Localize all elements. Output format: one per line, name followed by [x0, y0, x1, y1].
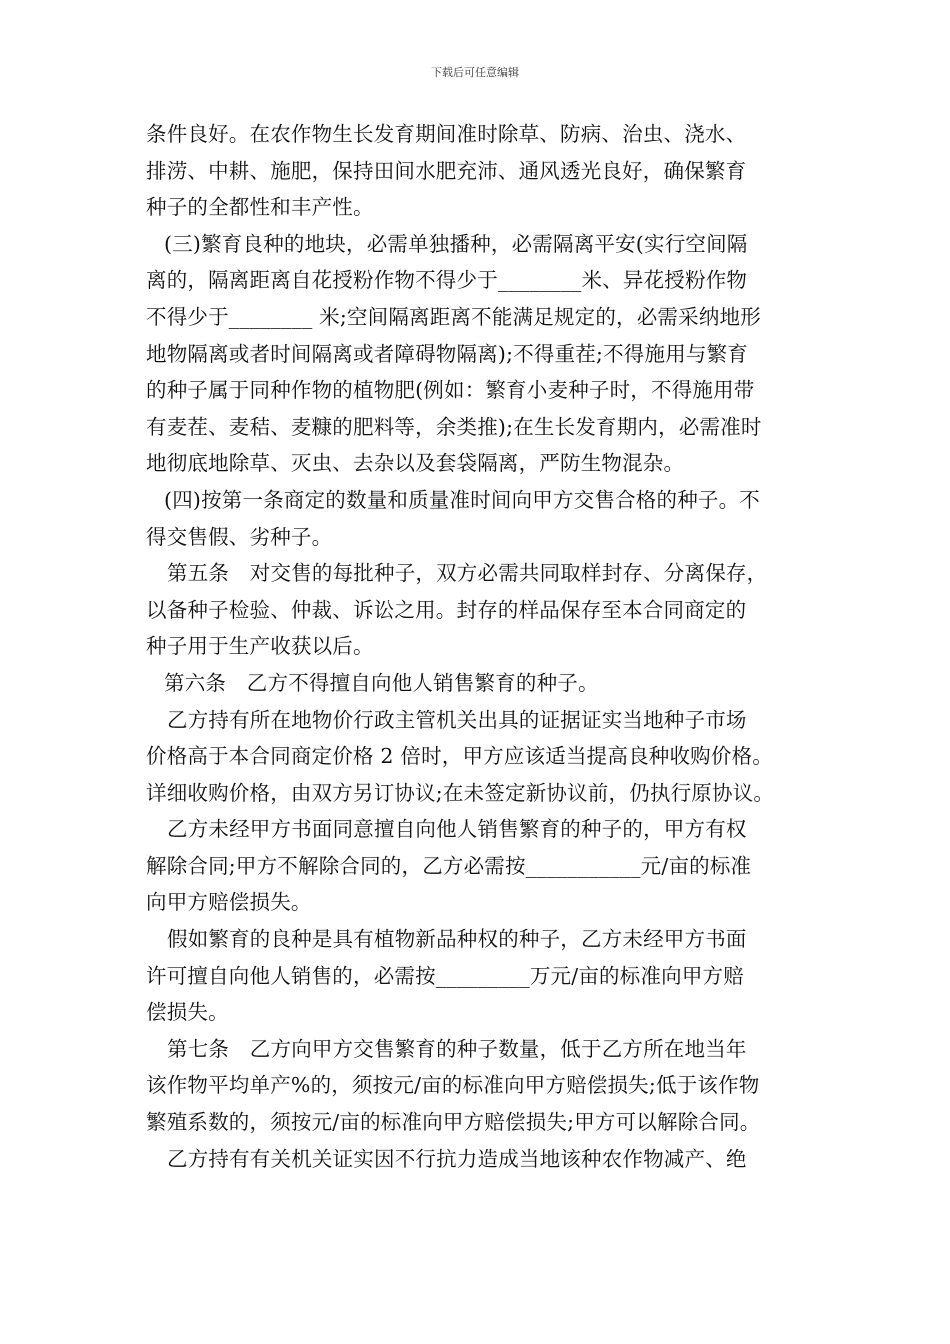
paragraph-line: 详细收购价格，由双方另订协议;在未签定新协议前，仍执行原协议。: [146, 780, 775, 805]
paragraph-line: 得交售假、劣种子。: [146, 524, 333, 549]
paragraph-line: 种子的全都性和丰产性。: [146, 195, 374, 220]
paragraph-line: 不得少于________ 米;空间隔离距离不能满足规定的，必需采纳地形: [146, 304, 761, 329]
paragraph-line: 以备种子检验、仲裁、诉讼之用。封存的样品保存至本合同商定的: [146, 597, 747, 622]
paragraph-line: 第五条 对交售的每批种子，双方必需共同取样封存、分离保存，: [167, 561, 768, 586]
paragraph-line: 乙方持有有关机关证实因不行抗力造成当地该种农作物减产、绝: [167, 1146, 747, 1171]
paragraph-line: (四)按第一条商定的数量和质量准时间向甲方交售合格的种子。不: [164, 487, 760, 512]
paragraph-line: 的种子属于同种作物的植物肥(例如：繁育小麦种子时，不得施用带: [146, 378, 755, 403]
paragraph-line: 种子用于生产收获以后。: [146, 634, 374, 659]
page-header: 下载后可任意编辑: [431, 66, 519, 79]
paragraph-line: 第六条 乙方不得擅自向他人销售繁育的种子。: [164, 670, 599, 695]
paragraph-line: 许可擅自向他人销售的，必需按_________万元/亩的标准向甲方赔: [146, 963, 744, 988]
paragraph-line: 价格高于本合同商定价格 2 倍时，甲方应该适当提高良种收购价格。: [146, 744, 773, 769]
paragraph-line: (三)繁育良种的地块，必需单独播种，必需隔离平安(实行空间隔: [164, 231, 748, 256]
paragraph-line: 假如繁育的良种是具有植物新品种权的种子，乙方未经甲方书面: [167, 927, 747, 952]
paragraph-line: 偿损失。: [146, 1000, 229, 1025]
paragraph-line: 有麦茬、麦秸、麦糠的肥料等，余类推);在生长发育期内，必需准时: [146, 414, 762, 439]
paragraph-line: 条件良好。在农作物生长发育期间准时除草、防病、治虫、浇水、: [146, 122, 747, 146]
paragraph-line: 地物隔离或者时间隔离或者障碍物隔离);不得重茬;不得施用与繁育: [146, 341, 749, 366]
paragraph-line: 离的，隔离距离自花授粉作物不得少于________米、异花授粉作物: [146, 268, 748, 293]
paragraph-line: 向甲方赔偿损失。: [146, 890, 312, 915]
paragraph-line: 解除合同;甲方不解除合同的，乙方必需按___________元/亩的标准: [146, 853, 752, 878]
paragraph-line: 第七条 乙方向甲方交售繁育的种子数量，低于乙方所在地当年: [167, 1036, 747, 1061]
paragraph-line: 地彻底地除草、灭虫、去杂以及套袋隔离，严防生物混杂。: [146, 451, 685, 476]
document-body: [146, 116, 811, 1177]
paragraph-line: 排涝、中耕、施肥，保持田间水肥充沛、通风透光良好，确保繁育: [146, 158, 747, 183]
paragraph-line: 该作物平均单产%的，须按元/亩的标准向甲方赔偿损失;低于该作物: [146, 1073, 760, 1098]
paragraph-line: 繁殖系数的，须按元/亩的标准向甲方赔偿损失;甲方可以解除合同。: [146, 1110, 761, 1135]
paragraph-line: 乙方未经甲方书面同意擅自向他人销售繁育的种子的，甲方有权: [167, 817, 747, 842]
paragraph-line: 乙方持有所在地物价行政主管机关出具的证据证实当地种子市场: [167, 707, 747, 732]
